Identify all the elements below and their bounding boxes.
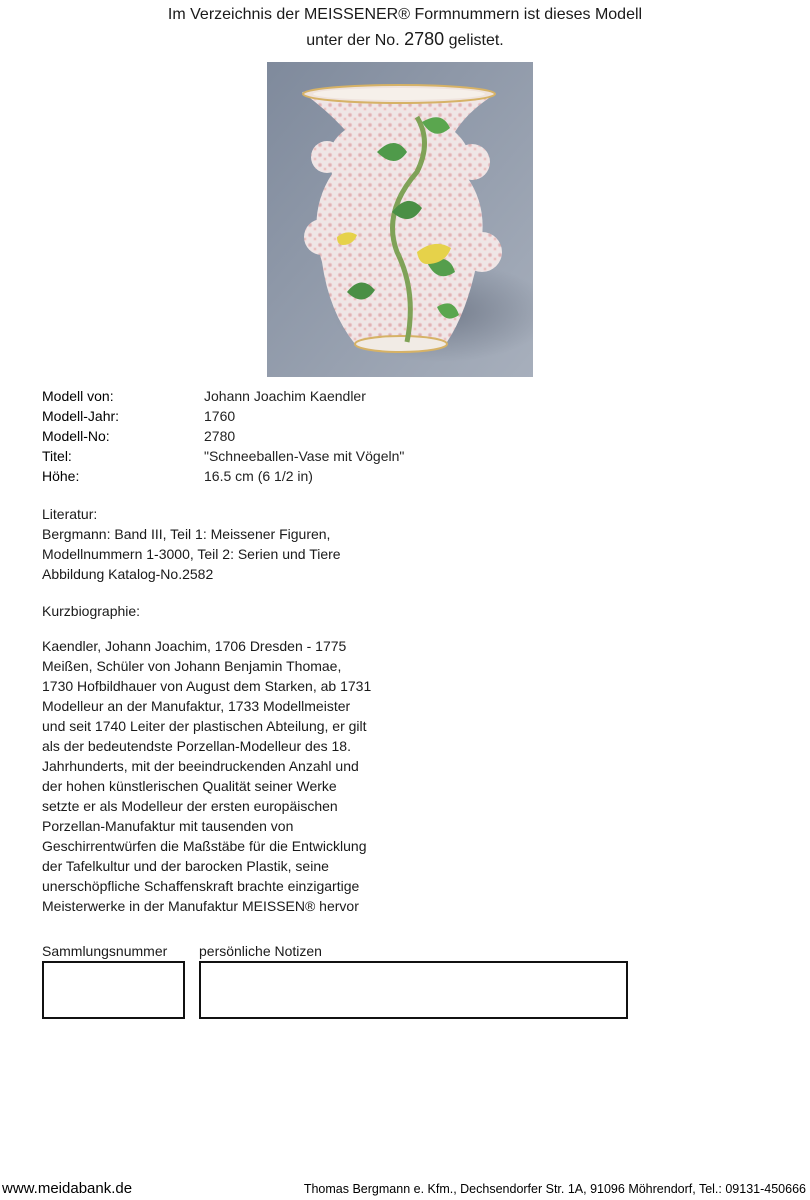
info-row-modell-no [42, 426, 404, 446]
header-line-2-suffix: gelistet. [448, 32, 504, 49]
info-value: 16.5 cm (6 1/2 in) [204, 468, 313, 484]
header-line-2-prefix: unter der No. [306, 32, 400, 49]
bio-line: der hohen künstlerischen Qualität seiner Werke [42, 778, 337, 794]
bio-line: 1730 Hofbildhauer von August dem Starken, ab 1731 [42, 678, 372, 694]
sammlungsnummer-label: Sammlungsnummer [42, 943, 168, 959]
page-header [0, 2, 810, 53]
info-row-hoehe [42, 466, 404, 486]
model-info-table [42, 386, 404, 486]
literatur-heading: Literatur: [42, 506, 98, 522]
info-value: 2780 [204, 428, 236, 444]
info-label: Modell-No: [42, 428, 110, 444]
notizen-field[interactable] [199, 961, 628, 1019]
bio-line: Kaendler, Johann Joachim, 1706 Dresden - 1775 [42, 638, 347, 654]
info-label: Titel: [42, 448, 72, 464]
bio-line: Jahrhunderts, mit der beeindruckenden Anzahl und [42, 758, 359, 774]
info-row-titel [42, 446, 404, 466]
bio-line: und seit 1740 Leiter der plastischen Abteilung, er gilt [42, 718, 367, 734]
bio-line: Geschirrentwürfen die Maßstäbe für die Entwicklung [42, 838, 367, 854]
bio-line: Porzellan-Manufaktur mit tausenden von [42, 818, 294, 834]
info-value: 1760 [204, 408, 236, 424]
info-label: Höhe: [42, 468, 80, 484]
model-number: 2780 [404, 29, 445, 49]
info-label: Modell-Jahr: [42, 408, 120, 424]
literatur-line: Bergmann: Band III, Teil 1: Meissener Figuren, [42, 526, 331, 542]
info-row-modell-jahr [42, 406, 404, 426]
kurzbiographie-heading: Kurzbiographie: [42, 603, 141, 619]
bio-line: Meißen, Schüler von Johann Benjamin Thomae, [42, 658, 342, 674]
literatur-text [42, 524, 372, 584]
sammlungsnummer-field[interactable] [42, 961, 185, 1019]
info-value: Johann Joachim Kaendler [204, 388, 366, 404]
header-line-2 [0, 27, 810, 53]
bio-line: setzte er als Modelleur der ersten europäischen [42, 798, 338, 814]
bio-line: Meisterwerke in der Manufaktur MEISSEN® hervor [42, 898, 359, 914]
literatur-line: Modellnummern 1-3000, Teil 2: Serien und Tiere [42, 546, 341, 562]
footer-address: Thomas Bergmann e. Kfm., Dechsendorfer Str. 1A, 91096 Möhrendorf, Tel.: 09131-450666 [303, 1182, 806, 1196]
literatur-line: Abbildung Katalog-No.2582 [42, 566, 214, 582]
info-value: "Schneeballen-Vase mit Vögeln" [204, 448, 405, 464]
info-label: Modell von: [42, 388, 114, 404]
vase-photo [267, 62, 533, 377]
bio-line: der Tafelkultur und der barocken Plastik, seine [42, 858, 329, 874]
footer-website-link[interactable]: www.meidabank.de [2, 1180, 133, 1197]
info-row-modell-von [42, 386, 404, 406]
bio-line: Modelleur an der Manufaktur, 1733 Modellmeister [42, 698, 351, 714]
bio-line: unerschöpfliche Schaffenskraft brachte einzigartige [42, 878, 360, 894]
kurzbiographie-text [42, 636, 387, 916]
header-line-1: Im Verzeichnis der MEISSENER® Formnummern ist dieses Modell [167, 6, 643, 23]
notizen-label: persönliche Notizen [199, 943, 322, 959]
bio-line: als der bedeutendste Porzellan-Modelleur des 18. [42, 738, 351, 754]
